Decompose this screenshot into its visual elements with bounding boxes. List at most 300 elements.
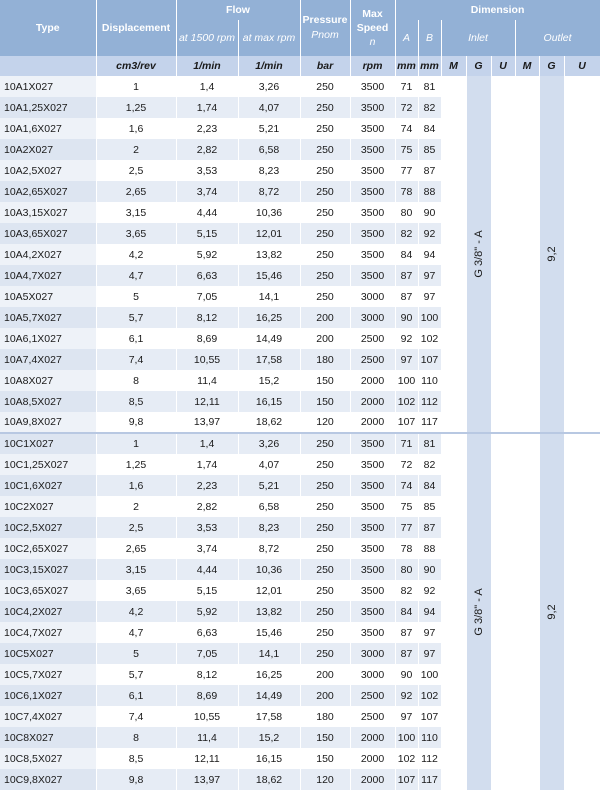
flow-1500-cell: 3,53 [176,517,238,538]
speed-cell: 3500 [350,559,395,580]
flow-1500-cell: 7,05 [176,286,238,307]
dim-a-cell: 84 [395,244,418,265]
dim-b-cell: 87 [418,517,441,538]
flow-max-cell: 16,15 [238,748,300,769]
pressure-cell: 250 [300,433,350,454]
flow-max-cell: 15,2 [238,727,300,748]
unit-cell: mm [418,56,441,76]
unit-cell: M [441,56,466,76]
dim-b-cell: 117 [418,769,441,790]
type-cell: 10C9,8X027 [0,769,96,790]
flow-1500-cell: 5,92 [176,244,238,265]
dim-a-cell: 90 [395,307,418,328]
speed-cell: 2000 [350,391,395,412]
pressure-label: Pressure [302,14,348,26]
dim-b-cell: 97 [418,286,441,307]
displacement-cell: 7,4 [96,706,176,727]
type-cell: 10C8X027 [0,727,96,748]
dim-a-cell: 74 [395,118,418,139]
dim-b-cell: 81 [418,76,441,97]
pressure-cell: 250 [300,139,350,160]
pressure-cell: 250 [300,454,350,475]
flow-max-cell: 6,58 [238,496,300,517]
type-cell: 10A2,65X027 [0,181,96,202]
unit-empty [0,56,96,76]
pressure-cell: 250 [300,538,350,559]
outlet-g-cell-label: 9,2 [545,604,558,620]
dim-b-cell: 85 [418,139,441,160]
flow-max-cell: 8,72 [238,538,300,559]
flow-1500-cell: 2,82 [176,496,238,517]
type-cell: 10C1,25X027 [0,454,96,475]
inlet-g-cell-label: G 3/8" - A [472,230,485,278]
type-cell: 10A8,5X027 [0,391,96,412]
dim-b-cell: 100 [418,664,441,685]
displacement-cell: 2,5 [96,517,176,538]
flow-1500-cell: 3,53 [176,160,238,181]
type-cell: 10A5,7X027 [0,307,96,328]
flow-max-cell: 16,15 [238,391,300,412]
pressure-cell: 250 [300,517,350,538]
flow-1500-cell: 4,44 [176,202,238,223]
table-row [0,433,600,454]
speed-cell: 3500 [350,202,395,223]
speed-cell: 3500 [350,601,395,622]
type-cell: 10C5,7X027 [0,664,96,685]
type-cell: 10A1,6X027 [0,118,96,139]
displacement-cell: 5,7 [96,664,176,685]
pressure-cell: 250 [300,559,350,580]
type-cell: 10A1,25X027 [0,97,96,118]
dim-b-cell: 92 [418,223,441,244]
type-cell: 10C4,7X027 [0,622,96,643]
type-cell: 10C1X027 [0,433,96,454]
speed-cell: 2500 [350,328,395,349]
pressure-cell: 120 [300,769,350,790]
speed-cell: 3500 [350,160,395,181]
displacement-cell: 8,5 [96,748,176,769]
dim-b-cell: 107 [418,706,441,727]
inlet-m-cell [441,433,466,790]
displacement-cell: 1,25 [96,97,176,118]
type-cell: 10C5X027 [0,643,96,664]
pressure-cell: 250 [300,97,350,118]
flow-1500-cell: 1,74 [176,97,238,118]
displacement-cell: 1,25 [96,454,176,475]
flow-max-cell: 5,21 [238,118,300,139]
pressure-cell: 250 [300,496,350,517]
speed-cell: 3500 [350,223,395,244]
dim-b-cell: 97 [418,265,441,286]
flow-max-cell: 10,36 [238,202,300,223]
displacement-cell: 8 [96,727,176,748]
dim-a-cell: 87 [395,286,418,307]
pressure-cell: 150 [300,727,350,748]
flow-max-cell: 12,01 [238,223,300,244]
col-flow-header: Flow [176,0,300,20]
pressure-cell: 200 [300,685,350,706]
speed-cell: 3000 [350,286,395,307]
speed-cell: 3500 [350,580,395,601]
displacement-cell: 3,65 [96,580,176,601]
dim-a-cell: 92 [395,685,418,706]
flow-max-cell: 4,07 [238,97,300,118]
unit-cell: G [466,56,491,76]
dim-b-cell: 81 [418,433,441,454]
flow-max-cell: 13,82 [238,244,300,265]
col-displacement-header: Displacement [96,0,176,56]
displacement-cell: 6,1 [96,328,176,349]
dim-a-cell: 78 [395,538,418,559]
type-cell: 10A3,15X027 [0,202,96,223]
displacement-cell: 1 [96,433,176,454]
flow-1500-cell: 2,23 [176,475,238,496]
dim-b-cell: 94 [418,244,441,265]
pressure-cell: 200 [300,307,350,328]
flow-1500-cell: 13,97 [176,412,238,433]
dim-b-cell: 100 [418,307,441,328]
speed-cell: 3500 [350,139,395,160]
dim-b-cell: 90 [418,202,441,223]
dim-a-cell: 74 [395,475,418,496]
type-cell: 10C2,65X027 [0,538,96,559]
flow-max-cell: 15,2 [238,370,300,391]
dim-a-cell: 100 [395,370,418,391]
col-dimension-header: Dimension [395,0,600,20]
dim-b-header: B [418,20,441,56]
type-cell: 10A2,5X027 [0,160,96,181]
outlet-g-cell [539,76,564,433]
pressure-cell: 250 [300,580,350,601]
displacement-cell: 2 [96,139,176,160]
outlet-m-cell [515,433,539,790]
flow-max-cell: 4,07 [238,454,300,475]
unit-cell: bar [300,56,350,76]
speed-cell: 2500 [350,706,395,727]
flow-1500-cell: 7,05 [176,643,238,664]
flow-1500-cell: 8,12 [176,664,238,685]
speed-cell: 2500 [350,685,395,706]
dim-a-cell: 97 [395,349,418,370]
dim-b-cell: 92 [418,580,441,601]
dim-a-cell: 102 [395,391,418,412]
flow-max-cell: 18,62 [238,412,300,433]
pressure-cell: 200 [300,664,350,685]
flow-max-cell: 17,58 [238,706,300,727]
displacement-cell: 4,2 [96,244,176,265]
speed-cell: 2000 [350,748,395,769]
pressure-cell: 250 [300,475,350,496]
outlet-u-cell [564,76,600,433]
pressure-cell: 250 [300,265,350,286]
col-max-speed-header [350,0,395,56]
displacement-cell: 2,5 [96,160,176,181]
flow-max-cell: 3,26 [238,433,300,454]
speed-cell: 2500 [350,349,395,370]
displacement-cell: 8 [96,370,176,391]
dim-a-cell: 97 [395,706,418,727]
pressure-cell: 250 [300,286,350,307]
dim-b-cell: 90 [418,559,441,580]
type-cell: 10A2X027 [0,139,96,160]
flow-1500-cell: 8,12 [176,307,238,328]
dim-b-cell: 97 [418,643,441,664]
flow-1500-cell: 11,4 [176,370,238,391]
flow-max-cell: 14,49 [238,685,300,706]
type-cell: 10A3,65X027 [0,223,96,244]
displacement-cell: 8,5 [96,391,176,412]
dim-a-cell: 71 [395,433,418,454]
type-cell: 10A1X027 [0,76,96,97]
flow-max-cell: 8,23 [238,160,300,181]
flow-1500-cell: 6,63 [176,265,238,286]
pressure-cell: 180 [300,349,350,370]
speed-cell: 3500 [350,265,395,286]
flow-1500-cell: 5,15 [176,223,238,244]
pressure-cell: 250 [300,181,350,202]
flow-max-header: at max rpm [238,20,300,56]
type-cell: 10C8,5X027 [0,748,96,769]
dim-b-cell: 112 [418,391,441,412]
unit-cell: rpm [350,56,395,76]
flow-max-cell: 12,01 [238,580,300,601]
speed-cell: 3500 [350,433,395,454]
inlet-g-cell [466,76,491,433]
type-cell: 10C3,15X027 [0,559,96,580]
pressure-cell: 150 [300,370,350,391]
flow-1500-cell: 1,4 [176,433,238,454]
unit-cell: M [515,56,539,76]
dim-a-cell: 82 [395,580,418,601]
displacement-cell: 2,65 [96,181,176,202]
flow-max-cell: 15,46 [238,265,300,286]
dim-a-cell: 80 [395,559,418,580]
type-cell: 10C2,5X027 [0,517,96,538]
speed-cell: 3000 [350,643,395,664]
type-cell: 10C1,6X027 [0,475,96,496]
flow-max-cell: 15,46 [238,622,300,643]
pressure-cell: 250 [300,76,350,97]
dim-b-cell: 117 [418,412,441,433]
dim-a-cell: 72 [395,97,418,118]
speed-cell: 3500 [350,517,395,538]
dim-b-cell: 112 [418,748,441,769]
dim-a-cell: 102 [395,748,418,769]
flow-max-cell: 14,1 [238,643,300,664]
max-speed-label: Max Speed [356,8,389,34]
displacement-cell: 1 [96,76,176,97]
dim-b-cell: 94 [418,601,441,622]
unit-cell: U [564,56,600,76]
outlet-m-cell [515,76,539,433]
displacement-cell: 1,6 [96,118,176,139]
speed-cell: 3500 [350,538,395,559]
outlet-u-cell [564,433,600,790]
flow-1500-cell: 13,97 [176,769,238,790]
dim-a-cell: 100 [395,727,418,748]
flow-max-cell: 6,58 [238,139,300,160]
inlet-m-cell [441,76,466,433]
flow-1500-cell: 12,11 [176,391,238,412]
dim-a-cell: 77 [395,517,418,538]
dim-b-cell: 102 [418,685,441,706]
type-cell: 10A9,8X027 [0,412,96,433]
flow-1500-cell: 1,4 [176,76,238,97]
flow-1500-cell: 2,23 [176,118,238,139]
flow-max-cell: 3,26 [238,76,300,97]
type-cell: 10A5X027 [0,286,96,307]
speed-cell: 2000 [350,412,395,433]
pressure-cell: 250 [300,223,350,244]
dim-a-cell: 77 [395,160,418,181]
type-cell: 10C6,1X027 [0,685,96,706]
displacement-cell: 2,65 [96,538,176,559]
flow-1500-cell: 6,63 [176,622,238,643]
unit-cell: G [539,56,564,76]
flow-max-cell: 14,49 [238,328,300,349]
displacement-cell: 5 [96,286,176,307]
col-type-header: Type [0,0,96,56]
speed-cell: 2000 [350,370,395,391]
displacement-cell: 4,7 [96,622,176,643]
pressure-cell: 150 [300,748,350,769]
dim-b-cell: 88 [418,538,441,559]
speed-cell: 3500 [350,76,395,97]
displacement-cell: 5 [96,643,176,664]
type-cell: 10C3,65X027 [0,580,96,601]
dim-b-cell: 82 [418,97,441,118]
inlet-u-cell [491,433,515,790]
flow-1500-cell: 10,55 [176,349,238,370]
dim-b-cell: 87 [418,160,441,181]
dim-a-cell: 92 [395,328,418,349]
flow-max-cell: 18,62 [238,769,300,790]
type-cell: 10A7,4X027 [0,349,96,370]
dim-a-cell: 87 [395,622,418,643]
flow-1500-cell: 8,69 [176,685,238,706]
flow-1500-cell: 3,74 [176,181,238,202]
flow-1500-cell: 12,11 [176,748,238,769]
pressure-cell: 250 [300,118,350,139]
col-pressure-header [300,0,350,56]
flow-max-cell: 17,58 [238,349,300,370]
dim-b-cell: 107 [418,349,441,370]
pressure-cell: 180 [300,706,350,727]
displacement-cell: 9,8 [96,769,176,790]
dim-a-cell: 78 [395,181,418,202]
flow-max-cell: 8,72 [238,181,300,202]
pressure-cell: 250 [300,643,350,664]
flow-1500-header: at 1500 rpm [176,20,238,56]
flow-1500-cell: 1,74 [176,454,238,475]
table-body [0,76,600,790]
displacement-cell: 9,8 [96,412,176,433]
unit-cell: 1/min [176,56,238,76]
speed-cell: 2000 [350,769,395,790]
speed-cell: 3500 [350,454,395,475]
dim-b-cell: 110 [418,370,441,391]
max-speed-sub-label: n [369,36,376,48]
pressure-cell: 250 [300,622,350,643]
pressure-cell: 250 [300,244,350,265]
table-row [0,76,600,97]
speed-cell: 3500 [350,181,395,202]
pressure-cell: 250 [300,601,350,622]
dim-a-cell: 107 [395,412,418,433]
units-row [0,56,600,76]
pressure-cell: 250 [300,202,350,223]
type-cell: 10C7,4X027 [0,706,96,727]
flow-1500-cell: 8,69 [176,328,238,349]
dim-b-cell: 97 [418,622,441,643]
unit-cell: cm3/rev [96,56,176,76]
inlet-u-cell [491,76,515,433]
speed-cell: 3500 [350,496,395,517]
pressure-cell: 250 [300,160,350,181]
dim-b-cell: 85 [418,496,441,517]
speed-cell: 3500 [350,118,395,139]
displacement-cell: 5,7 [96,307,176,328]
unit-cell: U [491,56,515,76]
dim-b-cell: 84 [418,118,441,139]
unit-cell: 1/min [238,56,300,76]
speed-cell: 3500 [350,97,395,118]
type-cell: 10A4,2X027 [0,244,96,265]
flow-max-cell: 13,82 [238,601,300,622]
flow-1500-cell: 10,55 [176,706,238,727]
inlet-g-cell-label: G 3/8" - A [472,588,485,636]
flow-max-cell: 16,25 [238,307,300,328]
displacement-cell: 4,7 [96,265,176,286]
speed-cell: 3000 [350,307,395,328]
flow-1500-cell: 3,74 [176,538,238,559]
flow-1500-cell: 5,15 [176,580,238,601]
outlet-header: Outlet [515,20,600,56]
type-cell: 10C2X027 [0,496,96,517]
flow-1500-cell: 2,82 [176,139,238,160]
dim-a-cell: 87 [395,643,418,664]
flow-max-cell: 16,25 [238,664,300,685]
dim-b-cell: 84 [418,475,441,496]
dim-b-cell: 110 [418,727,441,748]
pressure-cell: 150 [300,391,350,412]
dim-a-cell: 90 [395,664,418,685]
dim-a-cell: 107 [395,769,418,790]
flow-1500-cell: 5,92 [176,601,238,622]
dim-a-cell: 75 [395,496,418,517]
type-cell: 10A4,7X027 [0,265,96,286]
dim-a-cell: 84 [395,601,418,622]
speed-cell: 2000 [350,727,395,748]
displacement-cell: 1,6 [96,475,176,496]
dim-a-cell: 71 [395,76,418,97]
flow-1500-cell: 4,44 [176,559,238,580]
dim-a-cell: 82 [395,223,418,244]
outlet-g-cell [539,433,564,790]
flow-1500-cell: 11,4 [176,727,238,748]
displacement-cell: 3,65 [96,223,176,244]
type-cell: 10A6,1X027 [0,328,96,349]
displacement-cell: 3,15 [96,559,176,580]
outlet-g-cell-label: 9,2 [545,246,558,262]
displacement-cell: 3,15 [96,202,176,223]
dim-b-cell: 88 [418,181,441,202]
inlet-g-cell [466,433,491,790]
flow-max-cell: 5,21 [238,475,300,496]
unit-cell: mm [395,56,418,76]
speed-cell: 3500 [350,475,395,496]
flow-max-cell: 10,36 [238,559,300,580]
